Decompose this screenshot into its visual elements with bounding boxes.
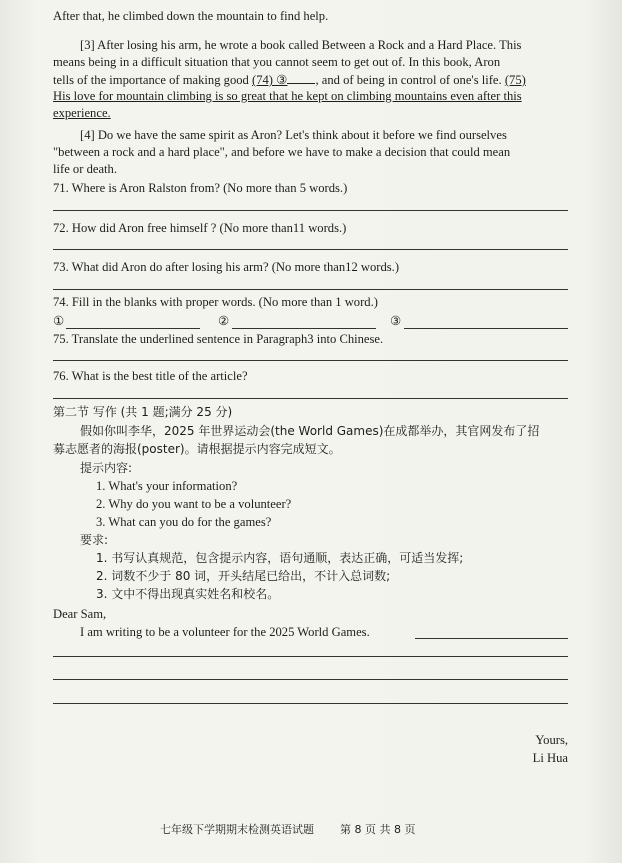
footer-exam-title: 七年级下学期期末检测英语试题 xyxy=(160,823,314,836)
hint-item: 2. Why do you want to be a volunteer? xyxy=(96,497,292,511)
answer-line-72[interactable] xyxy=(53,249,568,250)
hint-item: 3. What can you do for the games? xyxy=(96,515,272,529)
writing-line[interactable] xyxy=(53,679,568,680)
blank-label-1: ① xyxy=(53,314,65,328)
question-75: 75. Translate the underlined sentence in Paragraph3 into Chinese. xyxy=(53,332,384,346)
requirement-item: 1. 书写认真规范，包含提示内容，语句通顺，表达正确，可适当发挥; xyxy=(96,551,464,565)
passage-text: , and of being in control of one's life. xyxy=(315,73,502,87)
writing-line[interactable] xyxy=(53,703,568,704)
blank-label-3: ③ xyxy=(390,314,402,328)
section-heading: 第二节 写作 (共 1 题;满分 25 分) xyxy=(53,405,233,419)
passage-text: tells of the importance of making good xyxy=(53,73,249,87)
requirements-label: 要求: xyxy=(80,533,109,547)
hint-label: 提示内容: xyxy=(80,461,133,475)
writing-line[interactable] xyxy=(53,656,568,657)
question-71: 71. Where is Aron Ralston from? (No more than 5 words.) xyxy=(53,181,348,195)
writing-line[interactable] xyxy=(415,638,568,639)
question-74: 74. Fill in the blanks with proper words. (No more than 1 word.) xyxy=(53,295,378,309)
passage-line xyxy=(53,71,526,88)
letter-greeting: Dear Sam, xyxy=(53,607,107,621)
letter-closing: Yours, xyxy=(535,733,568,747)
answer-blank-2[interactable] xyxy=(232,328,376,329)
underlined-sentence-end: experience. xyxy=(53,106,111,120)
passage-line: life or death. xyxy=(53,162,117,176)
passage-line: [4] Do we have the same spirit as Aron? Let's think about it before we find ourselves xyxy=(80,128,507,142)
question-73: 73. What did Aron do after losing his arm? (No more than12 words.) xyxy=(53,260,400,274)
passage-line: "between a rock and a hard place", and before we have to make a decision that could mean xyxy=(53,145,511,159)
blank-label-2: ② xyxy=(218,314,230,328)
letter-signature: Li Hua xyxy=(532,751,568,765)
writing-intro: 假如你叫李华，2025 年世界运动会(the World Games)在成都举办，其官网发布了招 xyxy=(80,424,540,438)
blank-74-line xyxy=(287,71,315,84)
answer-blank-1[interactable] xyxy=(66,328,200,329)
question-72: 72. How did Aron free himself ? (No more than11 words.) xyxy=(53,221,347,235)
answer-line-73[interactable] xyxy=(53,289,568,290)
answer-line-71[interactable] xyxy=(53,210,568,211)
writing-intro: 募志愿者的海报(poster)。请根据提示内容完成短文。 xyxy=(53,442,341,456)
answer-line-75[interactable] xyxy=(53,360,568,361)
requirement-item: 3. 文中不得出现真实姓名和校名。 xyxy=(96,587,280,601)
hint-item: 1. What's your information? xyxy=(96,479,238,493)
footer-page-number: 第 8 页 共 8 页 xyxy=(340,823,416,836)
passage-line: means being in a difficult situation that you cannot seem to get out of. In this book, Aron xyxy=(53,55,501,69)
underlined-sentence: His love for mountain climbing is so great that he kept on climbing mountains even after this xyxy=(53,89,522,103)
answer-line-76[interactable] xyxy=(53,398,568,399)
blank-74: (74) ③ xyxy=(252,73,288,87)
question-76: 76. What is the best title of the article? xyxy=(53,369,248,383)
letter-opening: I am writing to be a volunteer for the 2025 World Games. xyxy=(80,625,370,639)
underline-75-tag: (75) xyxy=(504,73,526,87)
answer-blank-3[interactable] xyxy=(404,328,568,329)
requirement-item: 2. 词数不少于 80 词，开头结尾已给出，不计入总词数; xyxy=(96,569,391,583)
passage-line: After that, he climbed down the mountain to find help. xyxy=(53,9,329,23)
passage-line: [3] After losing his arm, he wrote a book called Between a Rock and a Hard Place. This xyxy=(80,38,522,52)
